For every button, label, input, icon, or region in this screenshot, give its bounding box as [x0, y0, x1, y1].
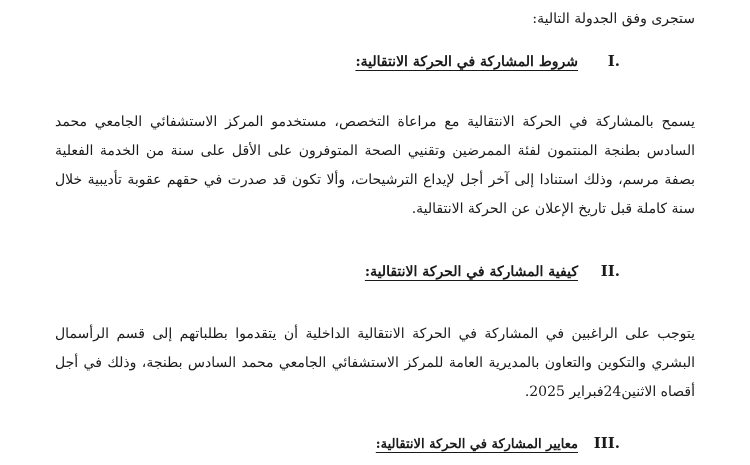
- section-body-1: يسمح بالمشاركة في الحركة الانتقالية مع مراعاة التخصص، مستخدمو المركز الاستشفائي الجامعي محمد السادس بطنجة المنتمون لفئة الممرضين وتقنيي الصحة المتوفرون على الأقل على سنة من الخدمة الفعلية بصفة مرسم، وذلك استنادا إلى آخر أجل لإيداع الترشيحات، وألا تكون قد صدرت في حقهم عقوبة تأديبية خلال سنة كاملة قبل تاريخ الإعلان عن الحركة الانتقالية.: [55, 114, 695, 217]
- section-heading-1: [355, 52, 620, 70]
- section-title-3: معايير المشاركة في الحركة الانتقالية:: [375, 437, 578, 452]
- intro-line: ستجرى وفق الجدولة التالية:: [532, 11, 695, 27]
- section-title-2: كيفية المشاركة في الحركة الانتقالية:: [364, 264, 578, 280]
- section-number-3: III.: [593, 434, 620, 452]
- section-title-1: شروط المشاركة في الحركة الانتقالية:: [355, 54, 578, 70]
- section-body-2: يتوجب على الراغبين في المشاركة في الحركة الانتقالية الداخلية أن يتقدموا بطلباتهم إلى قسم الرأسمال البشري والتكوين والتعاون بالمديرية العامة للمركز الاستشفائي الجامعي محمد السادس بطنجة، وذلك في أجل أقصاه الاثنين24فبراير 2025.: [55, 326, 696, 400]
- section-heading-2: [365, 262, 620, 280]
- section-heading-3: [376, 434, 620, 452]
- section-number-1: I.: [607, 52, 620, 70]
- section-number-2: II.: [600, 262, 620, 280]
